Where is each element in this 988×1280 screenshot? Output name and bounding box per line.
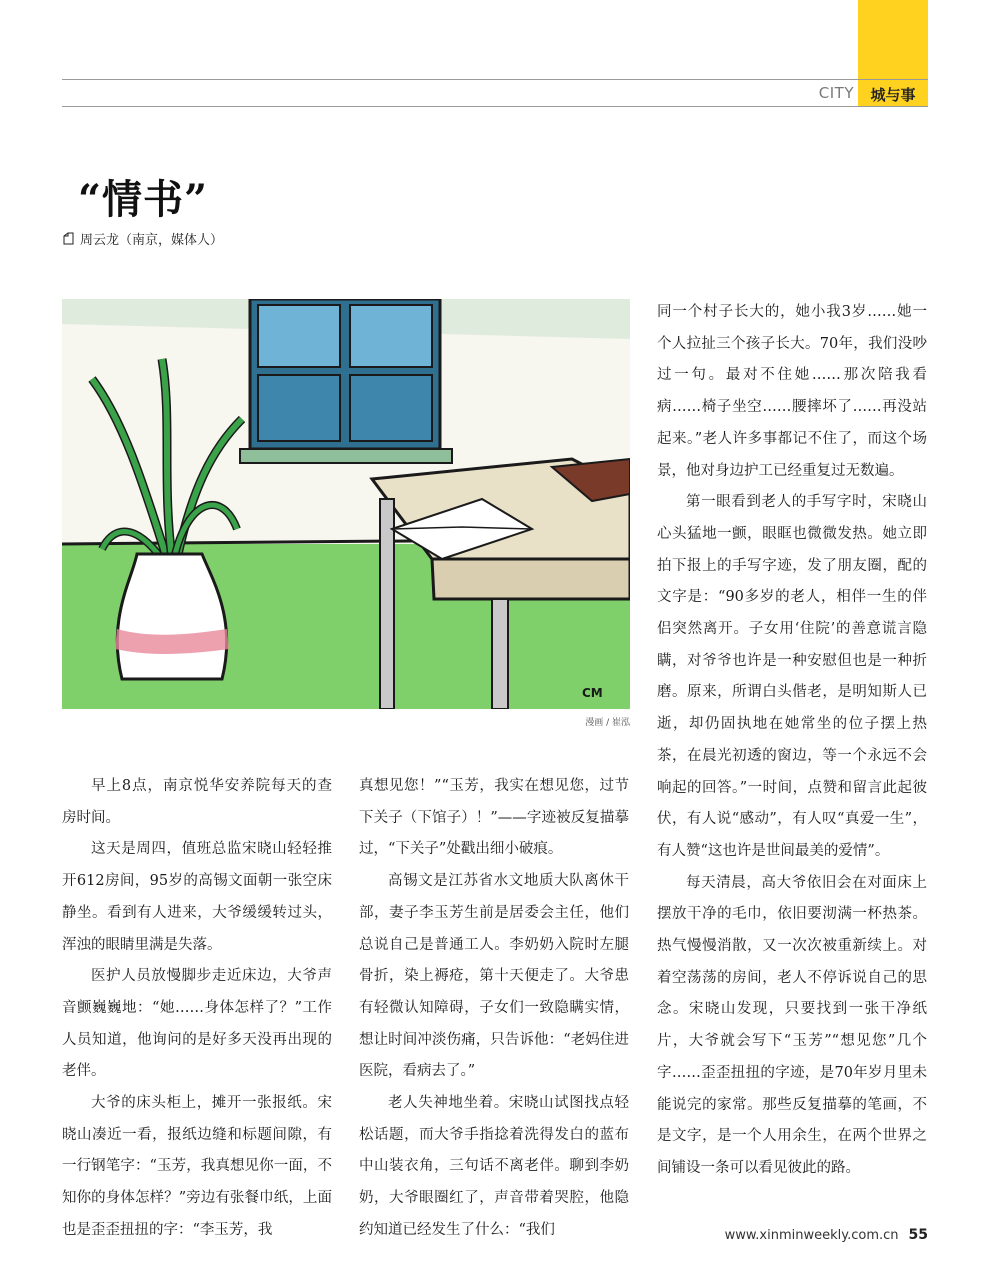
page-footer [725,1227,928,1243]
section-label-en: CITY [818,84,854,102]
header-rule-top [62,79,928,80]
paragraph: 第一眼看到老人的手写字时，宋晓山心头猛地一颤，眼眶也微微发热。她立即拍下报上的手写字迹，发了朋友圈，配的文字是：“90多岁的老人，相伴一生的伴侣突然离开。子女用‘住院’的善意谎言隐瞒，对爷爷也许是一种安慰但也是一种折磨。原来，所谓白头偕老，是明知斯人已逝，却仍固执地在她常坐的位子摆上热茶，在晨光初透的窗边，等一个永远不会响起的回答。”一时间，点赞和留言此起彼伏，有人说“感动”，有人叹“真爱一生”，有人赞“这也许是世间最美的爱情”。 [657,494,927,859]
article-column-1 [62,771,332,1247]
paragraph: 这天是周四，值班总监宋晓山轻轻推开612房间，95岁的高锡文面朝一张空床静坐。看到有人进来，大爷缓缓转过头，浑浊的眼睛里满是失落。 [62,841,332,953]
paragraph: 老人失神地坐着。宋晓山试图找点轻松话题，而大爷手指捻着洗得发白的蓝布中山装衣角，三句话不离老伴。聊到李奶奶，大爷眼圈红了，声音带着哭腔，他隐约知道已经发生了什么：“我们 [359,1095,629,1238]
section-label-zh: 城与事 [870,86,916,104]
paragraph: 高锡文是江苏省水文地质大队离休干部，妻子李玉芳生前是居委会主任，他们总说自己是普通工人。李奶奶入院时左腿骨折，染上褥疮，第十天便走了。大爷患有轻微认知障碍，子女们一致隐瞒实情，想让时间冲淡伤痛，只告诉他：“老妈住进医院，看病去了。” [359,873,629,1080]
illustration-signature: CM [582,686,603,700]
article-column-3 [657,297,927,1185]
footer-url: www.xinminweekly.com.cn [724,1228,899,1243]
byline [62,229,223,248]
article-title: “情书” [78,176,209,223]
paragraph: 大爷的床头柜上，摊开一张报纸。宋晓山凑近一看，报纸边缝和标题间隙，有一行钢笔字：“玉芳，我真想见你一面，不知你的身体怎样？”旁边有张餐巾纸，上面也是歪歪扭扭的字：“李玉芳，我 [62,1095,332,1238]
paragraph: 早上8点，南京悦华安养院每天的查房时间。 [62,778,332,826]
paragraph: 医护人员放慢脚步走近床边，大爷声音颤巍巍地：“她……身体怎样了？”工作人员知道，他询问的是好多天没再出现的老伴。 [62,968,332,1080]
image-credit: 漫画 / 崔泓 [585,718,630,728]
header-rule-bottom [62,106,928,107]
page-number: 55 [908,1227,928,1243]
article-column-2 [359,771,629,1247]
window [240,299,452,463]
article-illustration [62,299,630,709]
pen-icon [62,232,75,245]
paragraph: 真想见您！”“玉芳，我实在想见您，过节下关子（下馆子）！”——字迹被反复描摹过，“下关子”处戳出细小破痕。 [359,778,629,858]
paragraph: 同一个村子长大的，她小我3岁……她一个人拉扯三个孩子长大。70年，我们没吵过一句。最对不住她……那次陪我看病……椅子坐空……腰摔坏了……再没站起来。”老人许多事都记不住了，而这个场景，他对身边护工已经重复过无数遍。 [657,304,927,479]
paragraph: 每天清晨，高大爷依旧会在对面床上摆放干净的毛巾，依旧要沏满一杯热茶。热气慢慢消散，又一次次被重新续上。对着空荡荡的房间，老人不停诉说自己的思念。宋晓山发现，只要找到一张干净纸片，大爷就会写下“玉芳”“想见您”几个字……歪歪扭扭的字迹，是70年岁月里未能说完的家常。那些反复描摹的笔画，不是文字，是一个人用余生，在两个世界之间铺设一条可以看见彼此的路。 [657,874,927,1176]
byline-text: 周云龙（南京，媒体人） [80,233,224,248]
